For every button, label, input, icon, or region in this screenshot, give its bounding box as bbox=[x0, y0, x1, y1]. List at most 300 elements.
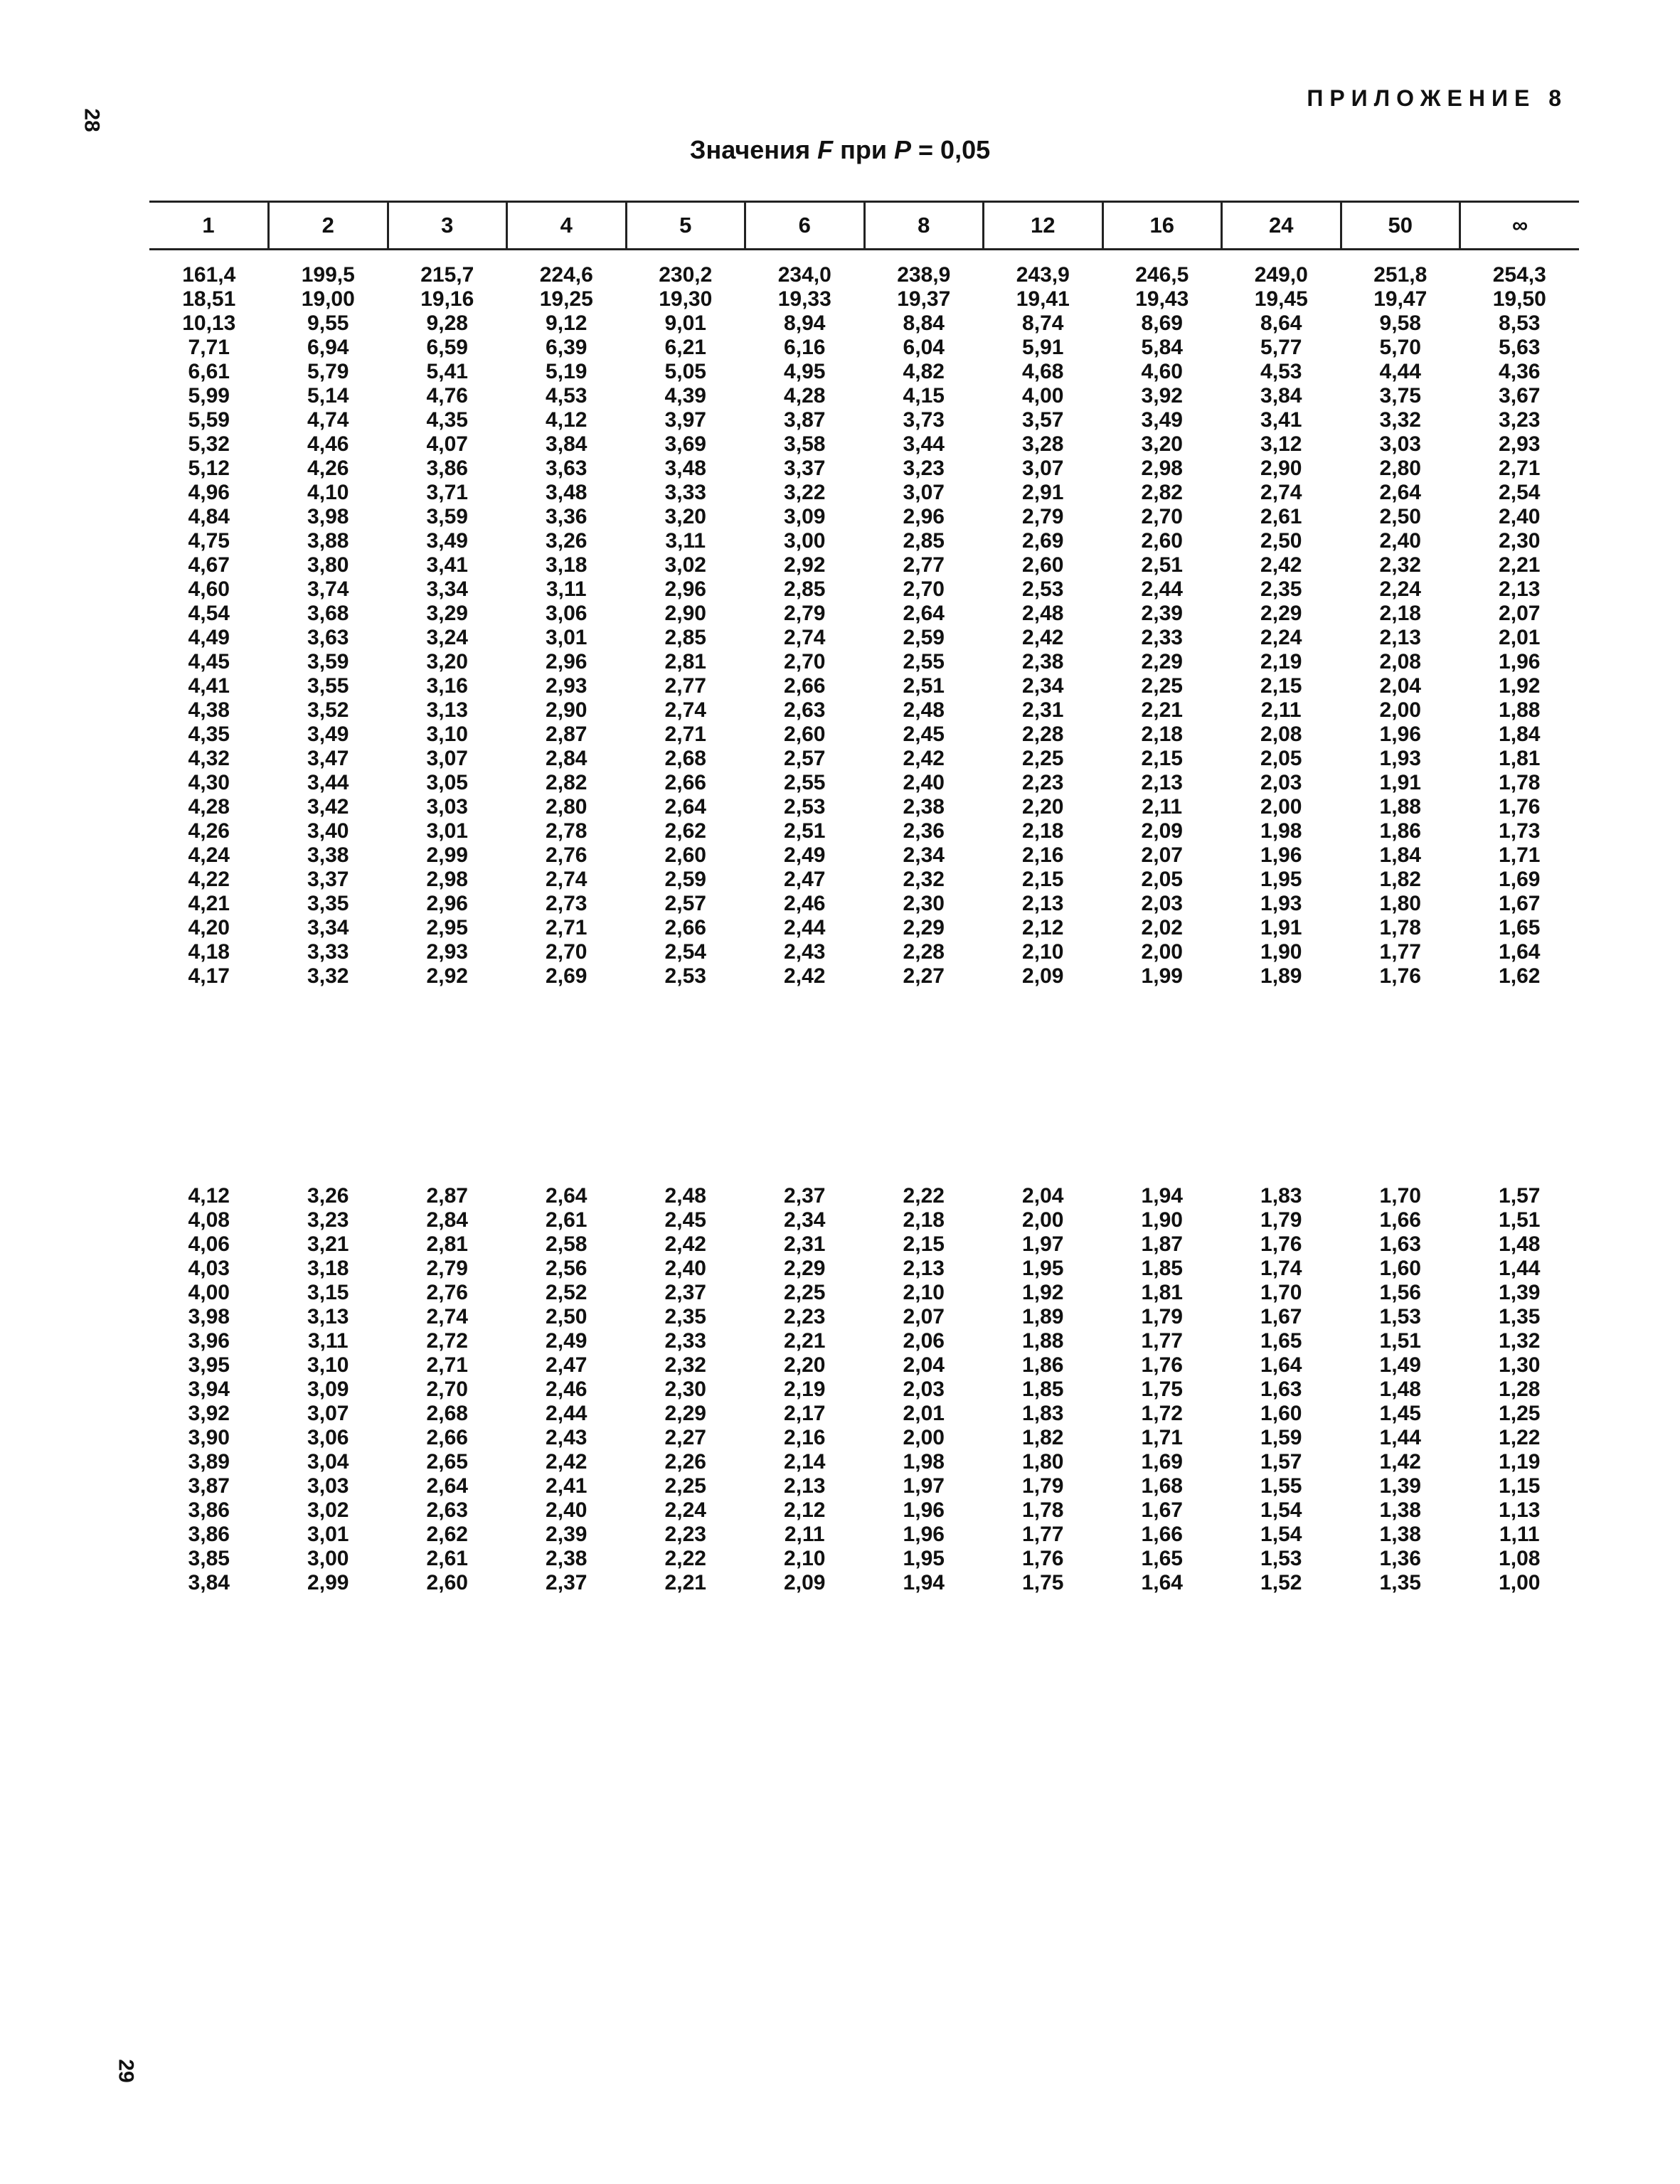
table-cell: 2,72 bbox=[426, 1329, 468, 1353]
table-cell: 161,4 bbox=[182, 263, 236, 287]
table-cell: 2,21 bbox=[784, 1329, 826, 1353]
table-cell: 2,68 bbox=[664, 747, 706, 770]
table-cell: 1,69 bbox=[1499, 868, 1541, 891]
title-middle: при bbox=[833, 135, 894, 164]
table-cell: 2,34 bbox=[903, 843, 945, 867]
table-cell: 2,92 bbox=[784, 553, 826, 577]
table-cell: 3,13 bbox=[426, 698, 468, 722]
table-cell: 4,53 bbox=[1260, 360, 1302, 383]
table-cell: 1,62 bbox=[1499, 964, 1541, 988]
table-cell: 4,60 bbox=[1141, 360, 1183, 383]
table-cell: 1,45 bbox=[1379, 1402, 1421, 1425]
table-cell: 2,04 bbox=[903, 1353, 945, 1377]
table-cell: 2,12 bbox=[1022, 916, 1064, 939]
table-cell: 2,18 bbox=[903, 1208, 945, 1232]
table-row bbox=[149, 626, 1579, 650]
table-cell: 3,03 bbox=[1379, 432, 1421, 456]
table-cell: 2,93 bbox=[426, 940, 468, 964]
table-row bbox=[149, 1208, 1579, 1232]
table-cell: 8,69 bbox=[1141, 311, 1183, 335]
table-cell: 3,96 bbox=[188, 1329, 230, 1353]
table-cell: 4,45 bbox=[188, 650, 230, 673]
table-cell: 3,00 bbox=[307, 1547, 349, 1570]
table-cell: 1,89 bbox=[1260, 964, 1302, 988]
table-cell: 3,98 bbox=[307, 505, 349, 528]
table-cell: 2,79 bbox=[426, 1257, 468, 1280]
table-cell: 238,9 bbox=[897, 263, 951, 287]
table-cell: 5,41 bbox=[426, 360, 468, 383]
table-cell: 2,64 bbox=[546, 1184, 588, 1208]
table-cell: 2,56 bbox=[546, 1257, 588, 1280]
table-cell: 1,86 bbox=[1379, 819, 1421, 843]
table-cell: 1,95 bbox=[1022, 1257, 1064, 1280]
table-cell: 5,59 bbox=[188, 408, 230, 432]
table-cell: 9,01 bbox=[664, 311, 706, 335]
table-row bbox=[149, 1329, 1579, 1353]
table-cell: 1,72 bbox=[1141, 1402, 1183, 1425]
table-cell: 2,95 bbox=[426, 916, 468, 939]
table-cell: 2,32 bbox=[1379, 553, 1421, 577]
table-cell: 4,35 bbox=[426, 408, 468, 432]
table-cell: 4,36 bbox=[1499, 360, 1541, 383]
table-row bbox=[149, 1378, 1579, 1402]
table-cell: 2,36 bbox=[903, 819, 945, 843]
column-header: 8 bbox=[864, 202, 984, 250]
table-cell: 1,65 bbox=[1260, 1329, 1302, 1353]
table-cell: 4,08 bbox=[188, 1208, 230, 1232]
table-cell: 2,22 bbox=[903, 1184, 945, 1208]
table-cell: 2,16 bbox=[1022, 843, 1064, 867]
table-cell: 2,64 bbox=[426, 1474, 468, 1498]
table-cell: 3,12 bbox=[1260, 432, 1302, 456]
table-cell: 2,24 bbox=[1379, 577, 1421, 601]
table-cell: 3,49 bbox=[307, 723, 349, 746]
table-cell: 1,76 bbox=[1379, 964, 1421, 988]
table-cell: 2,92 bbox=[426, 964, 468, 988]
table-cell: 6,04 bbox=[903, 336, 945, 359]
table-cell: 1,87 bbox=[1141, 1232, 1183, 1256]
table-cell: 2,64 bbox=[1379, 481, 1421, 504]
table-row bbox=[149, 1547, 1579, 1571]
table-cell: 2,11 bbox=[784, 1523, 825, 1546]
table-cell: 1,91 bbox=[1260, 916, 1302, 939]
table-cell: 2,10 bbox=[784, 1547, 826, 1570]
table-cell: 5,19 bbox=[546, 360, 588, 383]
table-cell: 2,49 bbox=[784, 843, 826, 867]
table-cell: 2,74 bbox=[664, 698, 706, 722]
table-cell: 3,44 bbox=[307, 771, 349, 794]
table-row bbox=[149, 698, 1579, 723]
table-cell: 3,22 bbox=[784, 481, 826, 504]
table-cell: 2,25 bbox=[1022, 747, 1064, 770]
table-cell: 2,98 bbox=[1141, 457, 1183, 480]
table-cell: 2,40 bbox=[1379, 529, 1421, 553]
table-title bbox=[0, 135, 1680, 165]
table-cell: 2,51 bbox=[1141, 553, 1183, 577]
table-cell: 2,03 bbox=[1141, 892, 1183, 915]
table-cell: 1,91 bbox=[1379, 771, 1421, 794]
table-cell: 3,02 bbox=[307, 1498, 349, 1522]
table-cell: 1,64 bbox=[1499, 940, 1541, 964]
table-cell: 3,01 bbox=[426, 819, 468, 843]
table-cell: 2,81 bbox=[664, 650, 706, 673]
table-cell: 1,56 bbox=[1379, 1281, 1421, 1304]
table-cell: 1,74 bbox=[1260, 1257, 1302, 1280]
table-cell: 2,18 bbox=[1379, 602, 1421, 625]
table-cell: 2,10 bbox=[903, 1281, 945, 1304]
table-cell: 2,23 bbox=[1022, 771, 1064, 794]
table-cell: 2,08 bbox=[1260, 723, 1302, 746]
table-cell: 1,96 bbox=[903, 1523, 945, 1546]
table-row bbox=[149, 1232, 1579, 1257]
table-cell: 3,34 bbox=[426, 577, 468, 601]
table-cell: 2,37 bbox=[784, 1184, 826, 1208]
table-cell: 2,30 bbox=[1499, 529, 1541, 553]
table-cell: 3,07 bbox=[1022, 457, 1064, 480]
table-row bbox=[149, 1184, 1579, 1208]
table-cell: 2,64 bbox=[664, 795, 706, 819]
table-cell: 1,32 bbox=[1499, 1329, 1541, 1353]
table-cell: 1,42 bbox=[1379, 1450, 1421, 1474]
table-cell: 1,64 bbox=[1260, 1353, 1302, 1377]
table-cell: 3,34 bbox=[307, 916, 349, 939]
table-cell: 2,77 bbox=[903, 553, 945, 577]
table-cell: 19,37 bbox=[897, 287, 951, 311]
table-cell: 2,11 bbox=[1142, 795, 1183, 819]
table-cell: 6,94 bbox=[307, 336, 349, 359]
table-cell: 3,44 bbox=[903, 432, 945, 456]
table-cell: 3,41 bbox=[426, 553, 468, 577]
table-cell: 2,21 bbox=[664, 1571, 706, 1594]
table-cell: 2,70 bbox=[546, 940, 588, 964]
table-cell: 1,96 bbox=[1379, 723, 1421, 746]
table-cell: 3,15 bbox=[307, 1281, 349, 1304]
table-row bbox=[149, 432, 1579, 457]
table-cell: 3,24 bbox=[426, 626, 468, 649]
table-cell: 2,66 bbox=[784, 674, 826, 698]
table-cell: 2,74 bbox=[426, 1305, 468, 1328]
table-row bbox=[149, 916, 1579, 940]
table-cell: 2,05 bbox=[1260, 747, 1302, 770]
table-cell: 2,99 bbox=[426, 843, 468, 867]
table-cell: 2,29 bbox=[664, 1402, 706, 1425]
table-row bbox=[149, 287, 1579, 311]
table-cell: 1,90 bbox=[1260, 940, 1302, 964]
table-cell: 1,78 bbox=[1379, 916, 1421, 939]
table-row bbox=[149, 577, 1579, 602]
table-cell: 2,54 bbox=[664, 940, 706, 964]
table-cell: 2,02 bbox=[1141, 916, 1183, 939]
table-cell: 1,93 bbox=[1260, 892, 1302, 915]
table-cell: 1,79 bbox=[1141, 1305, 1183, 1328]
table-cell: 2,13 bbox=[784, 1474, 826, 1498]
table-cell: 2,63 bbox=[426, 1498, 468, 1522]
table-cell: 1,96 bbox=[1260, 843, 1302, 867]
table-cell: 2,40 bbox=[546, 1498, 588, 1522]
table-cell: 2,31 bbox=[1022, 698, 1064, 722]
table-cell: 2,32 bbox=[664, 1353, 706, 1377]
table-cell: 1,48 bbox=[1379, 1378, 1421, 1401]
table-cell: 1,96 bbox=[903, 1498, 945, 1522]
table-cell: 2,60 bbox=[1141, 529, 1183, 553]
table-cell: 3,48 bbox=[546, 481, 588, 504]
table-cell: 1,92 bbox=[1022, 1281, 1064, 1304]
table-cell: 2,50 bbox=[546, 1305, 588, 1328]
table-cell: 4,44 bbox=[1379, 360, 1421, 383]
table-cell: 2,13 bbox=[1499, 577, 1541, 601]
table-cell: 3,28 bbox=[1022, 432, 1064, 456]
table-row bbox=[149, 892, 1579, 916]
table-cell: 8,64 bbox=[1260, 311, 1302, 335]
table-cell: 4,76 bbox=[426, 384, 468, 407]
table-cell: 1,80 bbox=[1022, 1450, 1064, 1474]
table-cell: 4,60 bbox=[188, 577, 230, 601]
table-cell: 2,70 bbox=[426, 1378, 468, 1401]
table-cell: 4,22 bbox=[188, 868, 230, 891]
table-cell: 1,78 bbox=[1022, 1498, 1064, 1522]
table-cell: 3,87 bbox=[188, 1474, 230, 1498]
table-cell: 3,07 bbox=[903, 481, 945, 504]
table-cell: 2,84 bbox=[426, 1208, 468, 1232]
table-cell: 2,62 bbox=[426, 1523, 468, 1546]
f-table-block-1 bbox=[149, 263, 1579, 989]
table-row bbox=[149, 1523, 1579, 1547]
table-cell: 2,81 bbox=[426, 1232, 468, 1256]
table-cell: 4,26 bbox=[307, 457, 349, 480]
table-cell: 3,05 bbox=[426, 771, 468, 794]
table-row bbox=[149, 771, 1579, 795]
table-cell: 2,13 bbox=[1379, 626, 1421, 649]
table-cell: 1,67 bbox=[1499, 892, 1541, 915]
table-cell: 19,16 bbox=[420, 287, 474, 311]
table-cell: 2,60 bbox=[664, 843, 706, 867]
table-cell: 2,61 bbox=[1260, 505, 1302, 528]
table-cell: 19,25 bbox=[539, 287, 593, 311]
table-cell: 1,95 bbox=[1260, 868, 1302, 891]
table-cell: 1,51 bbox=[1379, 1329, 1421, 1353]
table-cell: 2,07 bbox=[1499, 602, 1541, 625]
table-cell: 2,01 bbox=[1499, 626, 1541, 649]
table-cell: 2,14 bbox=[784, 1450, 826, 1474]
table-cell: 215,7 bbox=[420, 263, 474, 287]
table-cell: 2,11 bbox=[1260, 698, 1302, 722]
table-cell: 19,00 bbox=[301, 287, 355, 311]
table-cell: 19,50 bbox=[1492, 287, 1546, 311]
table-cell: 2,25 bbox=[1141, 674, 1183, 698]
table-cell: 1,90 bbox=[1141, 1208, 1183, 1232]
table-cell: 3,69 bbox=[664, 432, 706, 456]
table-cell: 2,05 bbox=[1141, 868, 1183, 891]
table-cell: 2,29 bbox=[784, 1257, 826, 1280]
table-cell: 4,39 bbox=[664, 384, 706, 407]
table-cell: 1,35 bbox=[1499, 1305, 1541, 1328]
table-cell: 2,63 bbox=[784, 698, 826, 722]
table-cell: 2,50 bbox=[1379, 505, 1421, 528]
table-cell: 1,22 bbox=[1499, 1426, 1541, 1449]
table-cell: 2,01 bbox=[903, 1402, 945, 1425]
table-cell: 2,48 bbox=[1022, 602, 1064, 625]
table-cell: 3,16 bbox=[426, 674, 468, 698]
column-header: 4 bbox=[507, 202, 627, 250]
table-cell: 1,77 bbox=[1141, 1329, 1183, 1353]
table-cell: 2,52 bbox=[546, 1281, 588, 1304]
table-cell: 1,95 bbox=[903, 1547, 945, 1570]
table-cell: 1,08 bbox=[1499, 1547, 1541, 1570]
table-cell: 2,48 bbox=[903, 698, 945, 722]
table-cell: 1,65 bbox=[1141, 1547, 1183, 1570]
table-cell: 2,55 bbox=[903, 650, 945, 673]
table-cell: 4,30 bbox=[188, 771, 230, 794]
table-cell: 4,15 bbox=[903, 384, 945, 407]
table-cell: 3,42 bbox=[307, 795, 349, 819]
table-cell: 4,96 bbox=[188, 481, 230, 504]
table-cell: 1,75 bbox=[1141, 1378, 1183, 1401]
table-row bbox=[149, 481, 1579, 505]
table-cell: 1,73 bbox=[1499, 819, 1541, 843]
table-cell: 2,74 bbox=[546, 868, 588, 891]
table-row bbox=[149, 940, 1579, 964]
table-cell: 3,33 bbox=[307, 940, 349, 964]
table-cell: 5,32 bbox=[188, 432, 230, 456]
table-row bbox=[149, 408, 1579, 432]
table-cell: 1,00 bbox=[1499, 1571, 1541, 1594]
table-cell: 254,3 bbox=[1492, 263, 1546, 287]
table-cell: 19,30 bbox=[659, 287, 713, 311]
table-cell: 2,47 bbox=[784, 868, 826, 891]
table-cell: 1,79 bbox=[1260, 1208, 1302, 1232]
column-header: 1 bbox=[149, 202, 269, 250]
table-cell: 2,42 bbox=[546, 1450, 588, 1474]
table-cell: 2,65 bbox=[426, 1450, 468, 1474]
table-cell: 5,12 bbox=[188, 457, 230, 480]
table-cell: 1,54 bbox=[1260, 1523, 1302, 1546]
table-cell: 1,94 bbox=[903, 1571, 945, 1594]
table-cell: 2,38 bbox=[1022, 650, 1064, 673]
table-cell: 2,13 bbox=[1022, 892, 1064, 915]
table-cell: 3,11 bbox=[546, 577, 587, 601]
table-cell: 4,12 bbox=[188, 1184, 230, 1208]
table-cell: 2,76 bbox=[546, 843, 588, 867]
table-cell: 2,35 bbox=[1260, 577, 1302, 601]
table-cell: 2,29 bbox=[1141, 650, 1183, 673]
table-cell: 3,92 bbox=[188, 1402, 230, 1425]
table-cell: 2,44 bbox=[546, 1402, 588, 1425]
table-cell: 6,16 bbox=[784, 336, 826, 359]
table-cell: 2,54 bbox=[1499, 481, 1541, 504]
table-cell: 2,27 bbox=[903, 964, 945, 988]
table-cell: 1,63 bbox=[1260, 1378, 1302, 1401]
table-cell: 3,59 bbox=[426, 505, 468, 528]
table-cell: 2,57 bbox=[664, 892, 706, 915]
table-cell: 3,04 bbox=[307, 1450, 349, 1474]
table-cell: 2,33 bbox=[1141, 626, 1183, 649]
table-cell: 1,99 bbox=[1141, 964, 1183, 988]
table-cell: 2,00 bbox=[1141, 940, 1183, 964]
table-cell: 2,30 bbox=[664, 1378, 706, 1401]
table-cell: 243,9 bbox=[1016, 263, 1070, 287]
table-cell: 2,24 bbox=[1260, 626, 1302, 649]
table-cell: 2,70 bbox=[1141, 505, 1183, 528]
table-row bbox=[149, 505, 1579, 529]
table-cell: 1,86 bbox=[1022, 1353, 1064, 1377]
table-cell: 3,48 bbox=[664, 457, 706, 480]
table-cell: 2,28 bbox=[1022, 723, 1064, 746]
table-cell: 1,44 bbox=[1499, 1257, 1541, 1280]
table-cell: 2,62 bbox=[664, 819, 706, 843]
table-cell: 2,78 bbox=[546, 819, 588, 843]
table-cell: 4,46 bbox=[307, 432, 349, 456]
table-cell: 2,47 bbox=[546, 1353, 588, 1377]
table-cell: 3,89 bbox=[188, 1450, 230, 1474]
table-cell: 1,77 bbox=[1022, 1523, 1064, 1546]
table-cell: 1,83 bbox=[1022, 1402, 1064, 1425]
table-cell: 1,71 bbox=[1499, 843, 1541, 867]
table-cell: 3,41 bbox=[1260, 408, 1302, 432]
table-row bbox=[149, 843, 1579, 868]
table-cell: 3,97 bbox=[664, 408, 706, 432]
table-cell: 1,98 bbox=[903, 1450, 945, 1474]
table-cell: 2,19 bbox=[784, 1378, 826, 1401]
table-cell: 4,17 bbox=[188, 964, 230, 988]
table-cell: 4,49 bbox=[188, 626, 230, 649]
table-cell: 2,15 bbox=[1022, 868, 1064, 891]
table-cell: 2,30 bbox=[903, 892, 945, 915]
table-cell: 1,66 bbox=[1141, 1523, 1183, 1546]
table-cell: 3,57 bbox=[1022, 408, 1064, 432]
table-cell: 1,84 bbox=[1379, 843, 1421, 867]
table-cell: 4,82 bbox=[903, 360, 945, 383]
table-cell: 1,84 bbox=[1499, 723, 1541, 746]
table-cell: 1,11 bbox=[1499, 1523, 1540, 1546]
table-cell: 2,40 bbox=[903, 771, 945, 794]
table-cell: 3,18 bbox=[546, 553, 588, 577]
table-cell: 2,57 bbox=[784, 747, 826, 770]
table-cell: 3,71 bbox=[426, 481, 468, 504]
table-cell: 3,37 bbox=[784, 457, 826, 480]
table-cell: 2,09 bbox=[784, 1571, 826, 1594]
table-cell: 2,48 bbox=[664, 1184, 706, 1208]
table-cell: 3,06 bbox=[307, 1426, 349, 1449]
table-cell: 224,6 bbox=[539, 263, 593, 287]
table-row bbox=[149, 1498, 1579, 1523]
table-cell: 3,40 bbox=[307, 819, 349, 843]
table-cell: 2,39 bbox=[1141, 602, 1183, 625]
title-var-p: P bbox=[894, 135, 912, 164]
table-cell: 1,81 bbox=[1499, 747, 1541, 770]
table-row bbox=[149, 1402, 1579, 1426]
column-header: 24 bbox=[1222, 202, 1341, 250]
table-cell: 3,90 bbox=[188, 1426, 230, 1449]
table-cell: 3,20 bbox=[426, 650, 468, 673]
table-cell: 3,58 bbox=[784, 432, 826, 456]
table-cell: 2,42 bbox=[1260, 553, 1302, 577]
table-cell: 19,45 bbox=[1254, 287, 1308, 311]
table-cell: 2,12 bbox=[784, 1498, 826, 1522]
table-cell: 2,87 bbox=[546, 723, 588, 746]
table-cell: 1,25 bbox=[1499, 1402, 1541, 1425]
table-row bbox=[149, 1426, 1579, 1450]
table-cell: 2,60 bbox=[1022, 553, 1064, 577]
table-cell: 2,71 bbox=[546, 916, 588, 939]
table-cell: 3,95 bbox=[188, 1353, 230, 1377]
table-cell: 2,53 bbox=[1022, 577, 1064, 601]
table-cell: 5,70 bbox=[1379, 336, 1421, 359]
table-cell: 3,67 bbox=[1499, 384, 1541, 407]
table-cell: 2,43 bbox=[784, 940, 826, 964]
table-cell: 1,44 bbox=[1379, 1426, 1421, 1449]
table-cell: 2,06 bbox=[903, 1329, 945, 1353]
table-cell: 4,32 bbox=[188, 747, 230, 770]
